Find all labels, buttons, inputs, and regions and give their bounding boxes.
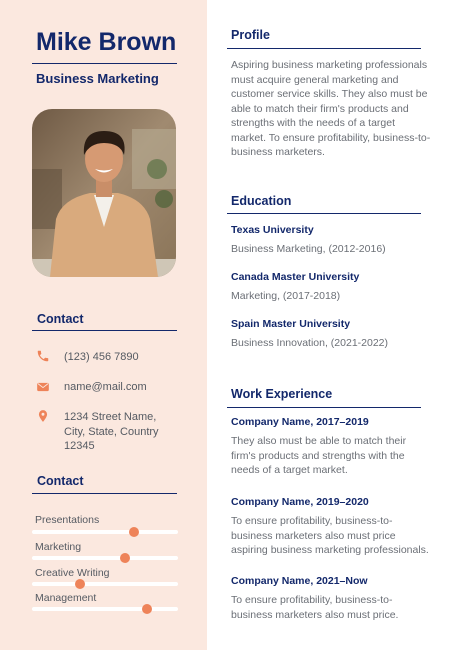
profile-text: Aspiring business marketing professionals must acquire general marketing and customer service skills. They also must be able to match their firm's products and strengths with the needs of a target market. To ensure profitability, business-to-business marketers.	[231, 59, 431, 158]
contact-divider	[32, 330, 177, 331]
name-divider	[32, 63, 177, 64]
skill-bar	[32, 582, 178, 586]
skill-label: Management	[35, 592, 97, 604]
education-detail: Marketing, (2017-2018)	[231, 290, 341, 302]
education-school: Canada Master University	[231, 271, 360, 283]
contact-phone: (123) 456 7890	[64, 351, 139, 363]
education-detail: Business Marketing, (2012-2016)	[231, 243, 386, 255]
skill-bar	[32, 530, 178, 534]
skill-label: Presentations	[35, 514, 100, 526]
skills-heading: Contact	[37, 474, 84, 488]
experience-divider	[227, 407, 421, 408]
phone-icon	[36, 349, 50, 363]
person-title: Business Marketing	[36, 71, 159, 86]
contact-heading: Contact	[37, 312, 84, 326]
experience-title: Company Name, 2021–Now	[231, 575, 368, 587]
education-heading: Education	[231, 194, 292, 208]
profile-divider	[227, 48, 421, 49]
experience-text: To ensure profitability, business-to-business marketers also must price aspiring business marketing professionals.	[231, 515, 429, 556]
contact-email[interactable]: name@mail.com	[64, 381, 147, 393]
profile-heading: Profile	[231, 28, 270, 42]
skills-divider	[32, 493, 177, 494]
experience-title: Company Name, 2017–2019	[231, 416, 369, 428]
education-detail: Business Innovation, (2021-2022)	[231, 337, 389, 349]
location-pin-icon	[36, 409, 50, 423]
experience-text: To ensure profitability, business-to-business marketers also must price.	[231, 594, 399, 621]
experience-text: They also must be able to match their firm's products and strengths with the needs of a target market.	[231, 435, 407, 476]
education-school: Texas University	[231, 224, 314, 236]
skill-bar	[32, 607, 178, 611]
education-divider	[227, 213, 421, 214]
experience-heading: Work Experience	[231, 387, 333, 401]
profile-photo	[32, 109, 176, 277]
person-name: Mike Brown	[36, 28, 177, 56]
skill-label: Marketing	[35, 541, 82, 553]
experience-title: Company Name, 2019–2020	[231, 496, 369, 508]
education-school: Spain Master University	[231, 318, 351, 330]
skill-label: Creative Writing	[35, 567, 110, 579]
skill-bar	[32, 556, 178, 560]
envelope-icon	[36, 380, 50, 394]
contact-address: 1234 Street Name, City, State, Country 12345	[64, 411, 159, 452]
sidebar	[0, 0, 207, 650]
